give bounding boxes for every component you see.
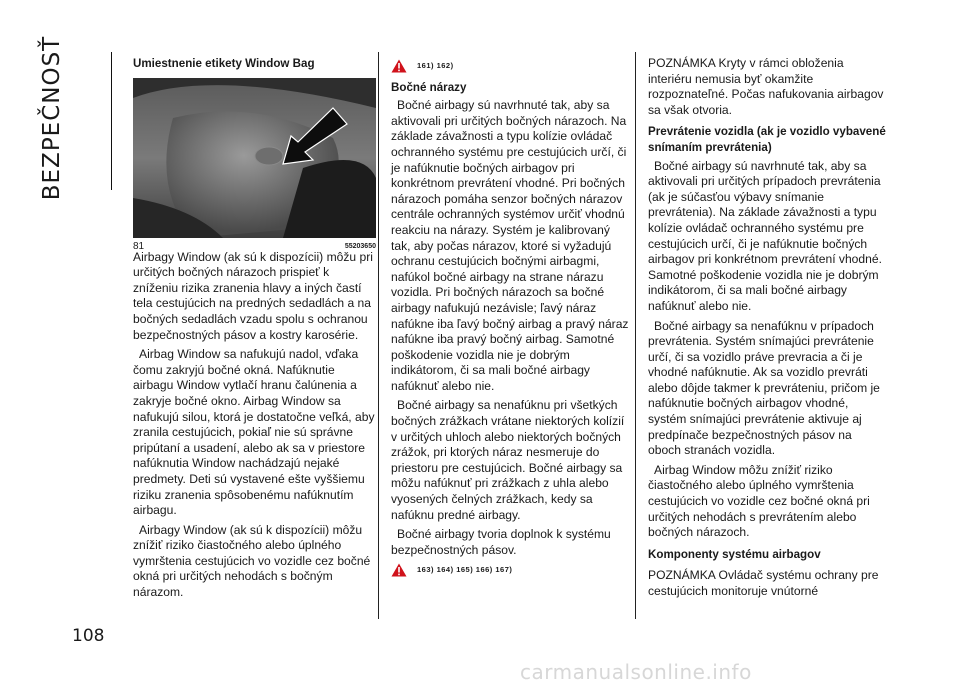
heading-window-bag-label: Umiestnenie etikety Window Bag <box>133 57 315 70</box>
warning-refs: 161) 162) <box>417 61 454 70</box>
warning-references-top <box>391 58 631 74</box>
watermark: carmanualsonline.info <box>520 660 752 684</box>
column-3 <box>648 56 886 604</box>
warning-triangle-icon <box>391 59 407 73</box>
note: POZNÁMKA Ovládač systému ochrany pre cestujúcich monitoruje vnútorné <box>648 568 879 598</box>
paragraph: Bočné airbagy sa nenafúknu v prípadoch prevrátenia. Systém snímajúci prevrátenie určí, či sa vozidlo práve prevracia a či je vhodné nafúknutie. Ak sa vozidlo prevráti alebo dôjde takmer k prevráteniu, pričom je nafúknutie bočných airbagov vhodné, systém snímajúci prevrátenie aktivuje aj predpínače bezpečnostných pásov na oboch stranách vozidla. <box>648 318 880 458</box>
paragraph: Airbagy Window (ak sú k dispozícii) môžu znížiť riziko čiastočného alebo úplného vymrštenia cestujúcich vo vozidle cez bočné okná pri určitých nehodách s bočným nárazom. <box>133 522 371 600</box>
paragraph: Bočné airbagy sú navrhnuté tak, aby sa aktivovali pri určitých prípadoch prevrátenia (ak je súčasťou výbavy snímanie prevrátenia). Na základe závažnosti a typu kolízie ovládač ochranného systému pre cestujúcich určí, či je nafúknutie bočných airbagov pri konkrétnom prevrátení vhodné. Samotné poškodenie vozidla nie je dobrým indikátorom, či sa mali bočné airbagy nafúknuť alebo nie. <box>648 158 882 313</box>
arrow-icon <box>133 78 376 238</box>
section-rule <box>111 52 112 190</box>
warning-triangle-icon <box>391 563 407 577</box>
paragraph: Airbagy Window (ak sú k dispozícii) môžu pri určitých bočných nárazoch prispieť k zníženiu rizika zranenia hlavy a iných častí tela cestujúcich na predných sedadlách a na bočných sedadlách vzadu spolu s ochranou bezpečnostných pásov a kostry karosérie. <box>133 249 373 342</box>
figure-window-bag-label <box>133 78 376 238</box>
paragraph: Bočné airbagy sú navrhnuté tak, aby sa aktivovali pri určitých bočných nárazoch. Na základe závažnosti a typu kolízie ovládač ochranného systému pre cestujúcich určí, či je nafúknutie bočných airbagov pri konkrétnom prevrátení vhodné. Pri bočných nárazoch pomáha senzor bočných nárazov centrále ochranných systémov určiť vhodnú reakciu na nárazy. Systém je kalibrovaný tak, aby počas nárazov, ktoré si vyžadujú ochranu cestujúcich bočnými airbagmi, nafúkol bočné airbagy na strane nárazu vozidla. Pri bočných nárazoch sa bočné airbagy nafukujú nezávisle; ľavý náraz nafúkne iba ľavý bočný airbag a pravý náraz nafúkne iba pravý bočný airbag. Samotné poškodenie vozidla nie je dobrým indikátorom, či sa mali bočné airbagy nafúknuť alebo nie. <box>391 98 629 393</box>
paragraph: Bočné airbagy sa nenafúknu pri všetkých bočných zrážkach vrátane niektorých kolízií v určitých uhloch alebo niektorých bočných zrážok, pri ktorých náraz nesmeruje do priestoru pre cestujúcich. Bočné airbagy sa môžu nafúknuť pri zrážkach z uhla alebo vyosených čelných zrážkach, kedy sa nafúknu predné airbagy. <box>391 398 625 522</box>
column-2 <box>391 56 631 584</box>
column-divider-2 <box>635 52 636 619</box>
paragraph: Bočné airbagy tvoria doplnok k systému bezpečnostných pásov. <box>391 527 611 557</box>
column-1 <box>133 56 376 605</box>
column-divider-1 <box>378 52 379 619</box>
page-number: 108 <box>72 626 105 646</box>
heading-side-impacts: Bočné nárazy <box>391 80 467 94</box>
figure-code: 55203650 <box>344 242 376 250</box>
heading-rollover: Prevrátenie vozidla (ak je vozidlo vybavené snímaním prevrátenia) <box>648 125 886 154</box>
note: POZNÁMKA Kryty v rámci obloženia interiéru nemusia byť okamžite rozpoznateľné. Počas nafukovania airbagov sa však otvoria. <box>648 56 884 117</box>
figure-number: 81 <box>133 240 145 252</box>
warning-refs: 163) 164) 165) 166) 167) <box>417 565 513 575</box>
warning-references-bottom <box>391 562 631 578</box>
paragraph: Airbag Window môžu znížiť riziko čiastočného alebo úplného vymrštenia cestujúcich vo vozidle cez bočné okná pri určitých nehodách s prevrátením alebo bočných nárazoch. <box>648 462 870 540</box>
paragraph: Airbag Window sa nafukujú nadol, vďaka čomu zakryjú bočné okná. Nafúknutie airbagu Window vytlačí hranu čalúnenia a zakryje bočné okno. Airbag Window sa nafukujú silou, ktorá je dostatočne veľká, aby zranila cestujúcich, pokiaľ nie sú správne pripútaní a usadení, alebo ak sa v priestore nafúknutia Window nachádzajú nejaké predmety. Deti sú vystavené ešte vyššiemu riziku zranenia spôsobenému nafúknutím airbagu. <box>133 347 375 518</box>
heading-airbag-components: Komponenty systému airbagov <box>648 547 821 561</box>
section-title: BEZPEČNOSŤ <box>39 35 65 201</box>
